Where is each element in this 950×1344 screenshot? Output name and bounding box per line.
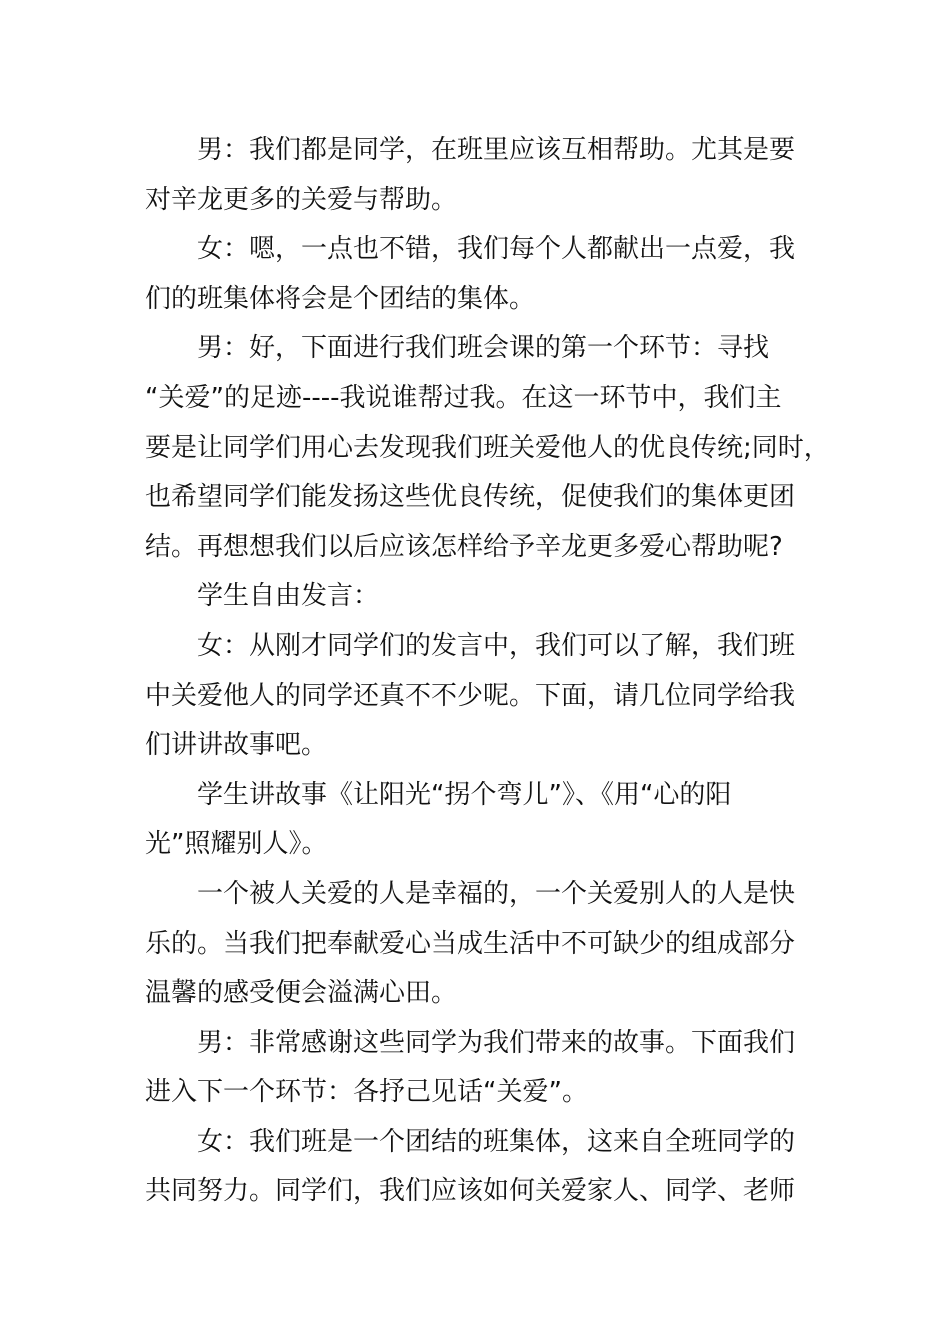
text-line: 学生讲故事《让阳光“拐个弯儿”》、《用“心的阳: [197, 779, 732, 810]
text-line: 也希望同学们能发扬这些优良传统，促使我们的集体更团: [145, 482, 796, 513]
text-line: “关爱”的足迹----我说谁帮过我。在这一环节中，我们主: [145, 382, 782, 413]
text-line: 女：嗯，一点也不错，我们每个人都献出一点爱，我: [197, 234, 796, 265]
text-line: 对辛龙更多的关爱与帮助。: [145, 184, 458, 215]
text-line: 男：我们都是同学，在班里应该互相帮助。尤其是要: [197, 135, 796, 165]
document-body: [145, 126, 830, 1217]
text-line: 男：非常感谢这些同学为我们带来的故事。下面我们: [197, 1027, 796, 1058]
text-line: 中关爱他人的同学还真不不少呢。下面，请几位同学给我: [145, 680, 796, 711]
text-line: 要是让同学们用心去发现我们班关爱他人的优良传统;同时，: [145, 432, 830, 463]
text-line: 们的班集体将会是个团结的集体。: [145, 283, 536, 314]
text-line: 乐的。当我们把奉献爱心当成生活中不可缺少的组成部分: [145, 928, 796, 959]
text-line: 光”照耀别人》。: [145, 829, 328, 860]
text-line: 温馨的感受便会溢满心田。: [145, 978, 458, 1009]
text-line: 女：我们班是一个团结的班集体，这来自全班同学的: [197, 1126, 796, 1157]
text-line: 女：从刚才同学们的发言中，我们可以了解，我们班: [197, 630, 796, 661]
text-line: 男：好，下面进行我们班会课的第一个环节：寻找: [197, 333, 770, 364]
text-line: 们讲讲故事吧。: [145, 730, 328, 761]
text-line: 一个被人关爱的人是幸福的，一个关爱别人的人是快: [197, 878, 796, 909]
text-line: 共同努力。同学们，我们应该如何关爱家人、同学、老师: [145, 1176, 796, 1207]
text-line: 学生自由发言：: [197, 581, 380, 612]
text-line: 结。再想想我们以后应该怎样给予辛龙更多爱心帮助呢?: [145, 531, 783, 562]
text-line: 进入下一个环节：各抒己见话“关爱”。: [145, 1077, 588, 1108]
